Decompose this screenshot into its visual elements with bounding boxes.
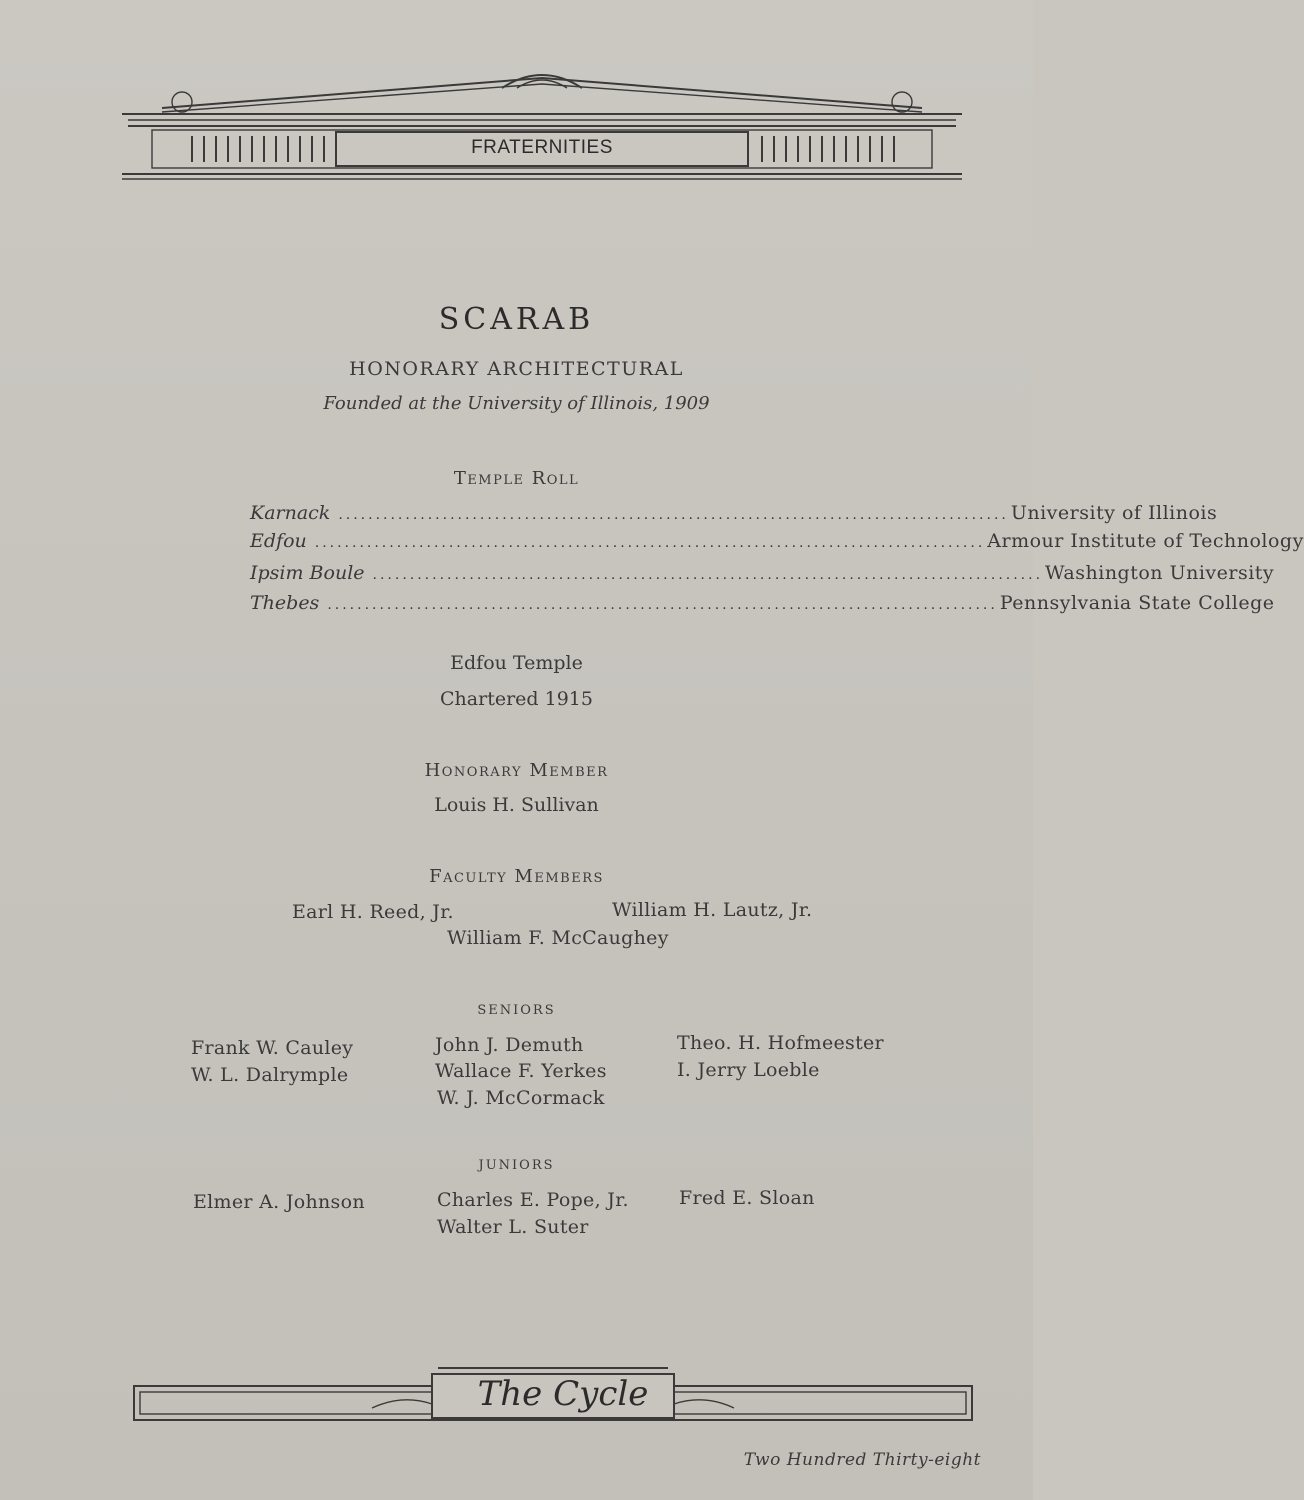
seniors-heading: SENIORS [477,1003,556,1018]
chapter-name: Edfou Temple [450,652,583,674]
leader-dots: .......................................................................................... [338,507,1009,523]
temple-roll-heading: Temple Roll [453,468,580,489]
temple-name: Thebes [250,592,320,614]
school-name: Pennsylvania State College [999,592,1275,614]
juniors-heading: JUNIORS [478,1158,555,1173]
junior-member: Charles E. Pope, Jr. [437,1189,629,1211]
temple-name: Edfou [250,530,307,552]
senior-member: Frank W. Cauley [191,1037,354,1059]
leader-dots: .......................................................................................... [314,535,986,551]
leader-dots: .......................................................................................... [372,567,1044,583]
school-name: Washington University [1045,562,1275,584]
leader-dots: .......................................................................................... [327,597,998,613]
temple-roll-row [250,530,1304,556]
faculty-heading: Faculty Members [429,866,604,887]
chapter-chartered: Chartered 1915 [440,688,593,710]
temple-name: Ipsim Boule [250,562,365,584]
page-number: Two Hundred Thirty-eight [743,1450,981,1470]
school-name: University of Illinois [1010,502,1218,524]
subtitle: HONORARY ARCHITECTURAL [349,358,684,380]
senior-member: Theo. H. Hofmeester [677,1032,884,1054]
junior-member: Elmer A. Johnson [193,1191,365,1213]
senior-member: Wallace F. Yerkes [435,1060,607,1082]
school-name: Armour Institute of Technology [987,530,1304,552]
temple-name: Karnack [250,502,331,524]
faculty-member: Earl H. Reed, Jr. [292,901,454,923]
senior-member: John J. Demuth [435,1034,584,1056]
founded-line: Founded at the University of Illinois, 1909 [323,393,710,414]
section-title: FRATERNITIES [471,137,613,158]
senior-member: W. L. Dalrymple [191,1064,349,1086]
junior-member: Walter L. Suter [437,1216,589,1238]
honorary-heading: Honorary Member [424,760,609,781]
senior-member: W. J. McCormack [437,1087,605,1109]
faculty-member: William H. Lautz, Jr. [612,899,813,921]
faculty-member: William F. McCaughey [447,927,669,949]
page-title: SCARAB [438,302,595,337]
header-ornament [122,66,962,184]
temple-roll-row [250,502,1218,528]
temple-roll-row [250,592,1275,618]
footer-logo: The Cycle [477,1374,649,1414]
junior-member: Fred E. Sloan [679,1187,815,1209]
senior-member: I. Jerry Loeble [677,1059,820,1081]
honorary-member: Louis H. Sullivan [434,794,599,816]
temple-roll-row [250,562,1275,588]
